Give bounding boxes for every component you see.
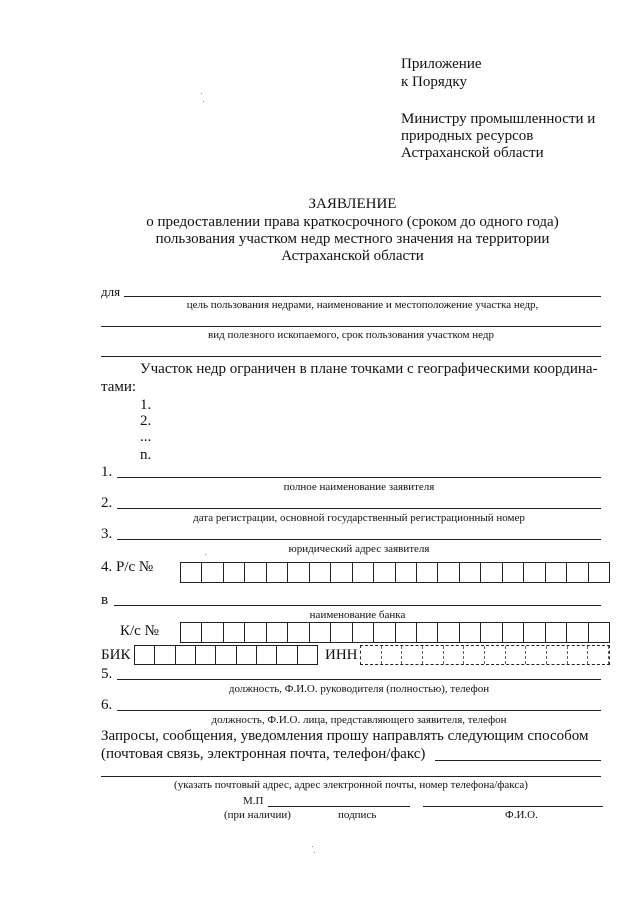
field3-number: 3. (101, 526, 113, 542)
field5-number: 5. (101, 666, 113, 682)
account-label: 4. Р/с № (101, 559, 154, 575)
purpose-field-line3[interactable] (101, 356, 601, 357)
purpose-prefix: для (101, 284, 121, 299)
bik-grid[interactable] (134, 645, 318, 665)
purpose-caption2: вид полезного ископаемого, срок пользования участком недр (208, 329, 494, 341)
contact-caption: (указать почтовый адрес, адрес электронной почты, номер телефона/факса) (174, 779, 528, 791)
coordinates-text-line1: Участок недр ограничен в плане точками с географическими координа- (140, 361, 598, 377)
stamp-note: (при наличии) (224, 809, 291, 821)
purpose-field-line[interactable] (124, 296, 601, 297)
representative-field[interactable] (117, 710, 601, 711)
ks-label: К/с № (120, 623, 159, 639)
contact-text-line1: Запросы, сообщения, уведомления прошу направлять следующим способом (101, 728, 589, 744)
coordinate-point: ... (140, 429, 152, 445)
field2-caption: дата регистрации, основной государственный регистрационный номер (193, 512, 525, 524)
bik-label: БИК (101, 647, 131, 663)
stamp-label: М.П (243, 795, 264, 807)
signature-field[interactable] (268, 806, 410, 807)
applicant-name-field[interactable] (117, 477, 601, 478)
field1-caption: полное наименование заявителя (283, 481, 435, 493)
full-name-field[interactable] (423, 806, 603, 807)
coordinate-point: n. (140, 447, 152, 463)
field1-number: 1. (101, 464, 113, 480)
contact-method-field[interactable] (435, 760, 601, 761)
correspondent-account-grid[interactable] (180, 622, 610, 643)
addressee-line2: природных ресурсов (401, 128, 534, 144)
document-title: ЗАЯВЛЕНИЕ (308, 196, 397, 212)
field5-caption: должность, Ф.И.О. руководителя (полностью), телефон (228, 683, 490, 695)
bank-caption: наименование банка (309, 609, 406, 621)
document-subtitle-line1: о предоставлении права краткосрочного (сроком до одного года) (146, 214, 559, 230)
purpose-field-line2[interactable] (101, 326, 601, 327)
inn-label: ИНН (325, 647, 358, 663)
full-name-caption: Ф.И.О. (505, 809, 538, 821)
appendix-line1: Приложение (401, 56, 482, 72)
field6-caption: должность, Ф.И.О. лица, представляющего заявителя, телефон (211, 714, 507, 726)
appendix-line2: к Порядку (401, 74, 467, 90)
coordinate-point: 1. (140, 397, 152, 413)
coordinate-point: 2. (140, 413, 152, 429)
document-subtitle-line2: пользования участком недр местного значения на территории (155, 231, 550, 247)
field6-number: 6. (101, 697, 113, 713)
field2-number: 2. (101, 495, 113, 511)
contact-text-line2: (почтовая связь, электронная почта, телефон/факс) (101, 746, 426, 762)
contact-details-field[interactable] (101, 776, 601, 777)
legal-address-field[interactable] (117, 539, 601, 540)
bank-prefix: в (101, 592, 109, 608)
addressee-line1: Министру промышленности и (401, 111, 596, 127)
coordinates-text-line2: тами: (101, 379, 137, 395)
document-subtitle-line3: Астраханской области (281, 248, 424, 264)
registration-field[interactable] (117, 508, 601, 509)
purpose-caption1: цель пользования недрами, наименование и местоположение участка недр, (186, 299, 539, 311)
inn-grid[interactable] (360, 645, 610, 665)
bank-name-field[interactable] (114, 605, 601, 606)
account-number-grid[interactable] (180, 562, 610, 583)
head-details-field[interactable] (117, 679, 601, 680)
addressee-line3: Астраханской области (401, 145, 544, 161)
field3-caption: юридический адрес заявителя (288, 543, 430, 555)
signature-caption: подпись (338, 809, 377, 821)
